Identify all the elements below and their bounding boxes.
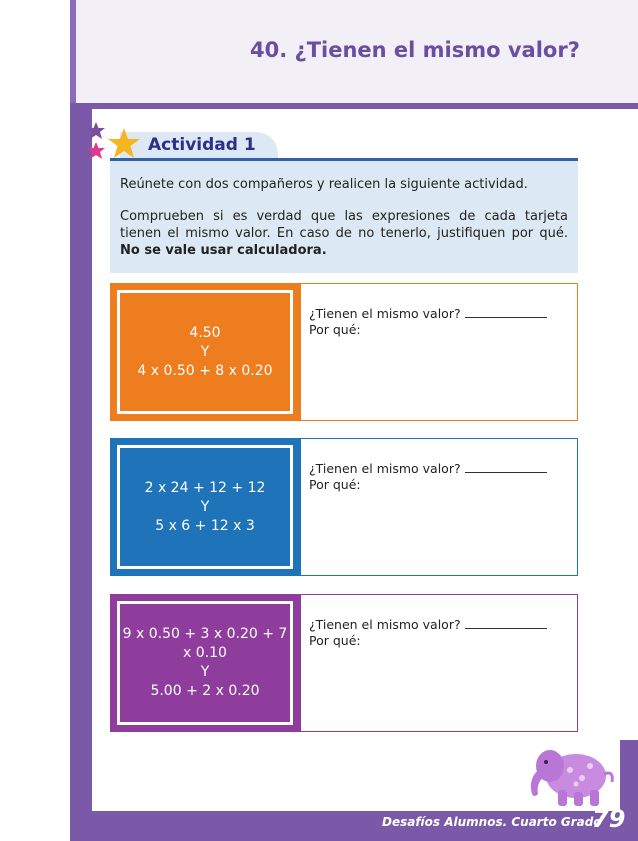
card-1-question-text: ¿Tienen el mismo valor?	[309, 306, 461, 321]
left-purple-bar	[70, 103, 92, 841]
instruction-text-2-body: Comprueben si es verdad que las expresiones de cada tarjeta tienen el mismo valor. En caso de no tenerlo, justifiquen por qué.	[120, 209, 568, 241]
elephant-icon	[524, 740, 620, 810]
card-2-question	[309, 461, 547, 477]
card-2-line-3: 5 x 6 + 12 x 3	[155, 517, 255, 534]
header-left-bar	[70, 0, 76, 103]
card-2-expression-panel	[110, 438, 300, 576]
card-3-line-3: 5.00 + 2 x 0.20	[150, 683, 260, 699]
card-2-line-2: Y	[200, 498, 210, 515]
star-icon	[108, 128, 140, 158]
card-2	[110, 438, 578, 576]
footer-text: Desafíos Alumnos. Cuarto Grado	[382, 815, 602, 829]
card-1-answer-box[interactable]	[300, 283, 578, 421]
instruction-text-1: Reúnete con dos compañeros y realicen la siguiente actividad.	[120, 177, 528, 192]
page-number: 79	[592, 805, 626, 833]
card-1-expression	[117, 290, 293, 414]
card-2-line-1: 2 x 24 + 12 + 12	[144, 479, 266, 496]
left-margin	[0, 0, 70, 841]
card-3-why: Por qué:	[309, 633, 361, 648]
card-1-question	[309, 306, 547, 322]
card-2-answer-box[interactable]	[300, 438, 578, 576]
card-3-answer-box[interactable]	[300, 594, 578, 732]
card-1-line-3: 4 x 0.50 + 8 x 0.20	[137, 362, 273, 379]
card-1-line-2: Y	[200, 343, 210, 360]
card-3-question	[309, 617, 547, 633]
instruction-text-2	[120, 208, 568, 259]
card-3-line-1: 9 x 0.50 + 3 x 0.20 + 7 x 0.10	[122, 626, 288, 661]
card-3-line-2: Y	[200, 664, 210, 680]
card-1-line-1: 4.50	[189, 324, 221, 341]
activity-label: Actividad 1	[148, 135, 256, 155]
card-2-expression	[117, 445, 293, 569]
star-icon	[87, 142, 105, 159]
star-icon	[87, 122, 105, 139]
card-3-expression	[117, 601, 293, 725]
instruction-text-2-bold: No se vale usar calculadora.	[120, 243, 327, 258]
card-1-answer-line[interactable]	[465, 307, 547, 318]
card-1	[110, 283, 578, 421]
card-3-question-text: ¿Tienen el mismo valor?	[309, 617, 461, 632]
card-2-why: Por qué:	[309, 477, 361, 492]
card-2-question-text: ¿Tienen el mismo valor?	[309, 461, 461, 476]
card-2-answer-line[interactable]	[465, 462, 547, 473]
card-1-why: Por qué:	[309, 322, 361, 337]
card-3	[110, 594, 578, 732]
page-title: 40. ¿Tienen el mismo valor?	[250, 38, 580, 62]
card-1-expression-panel	[110, 283, 300, 421]
card-3-expression-panel	[110, 594, 300, 732]
card-3-answer-line[interactable]	[465, 618, 547, 629]
